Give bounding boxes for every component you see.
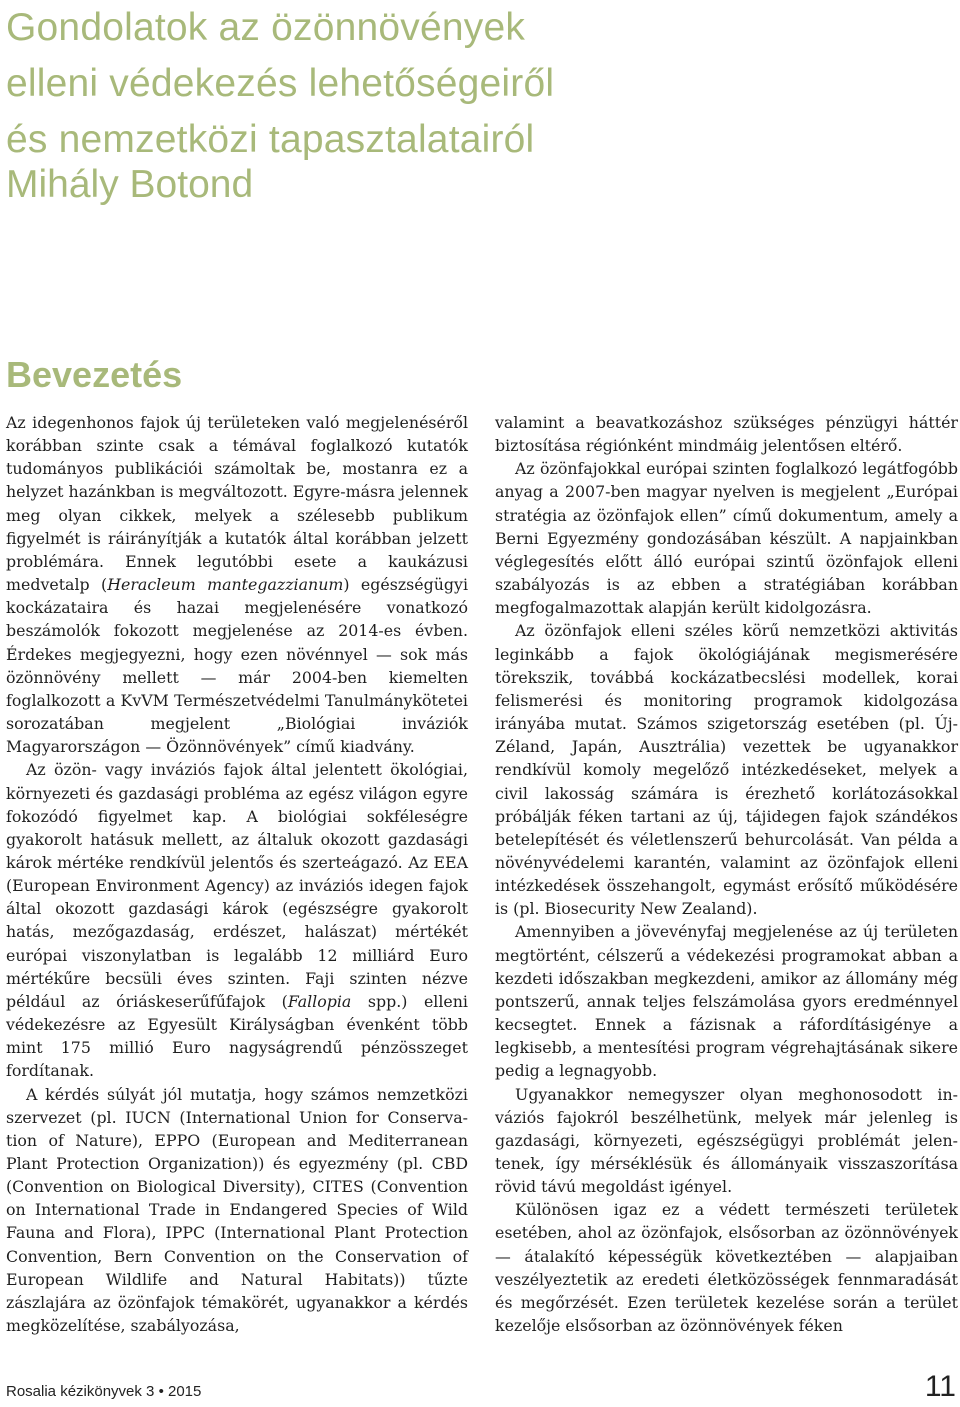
right-paragraph-2: Az özönfajokkal európai szinten foglalkozó legátfogóbb anyag a 2007-ben magyar nyelven is megjelent „Európai stratégia az özönfajok ellen” című dokumentum, amely a Berni Egyezmény gondozásában készült. A napjainkban véglegesítés előtt álló európai szintű özönfajok elleni szabályozás is az ebben a stratégiában korábban megfogalmazottak alapján került kidolgozásra.: [495, 459, 958, 618]
page-number: 11: [924, 1370, 956, 1403]
article-title-line-3: és nemzetközi tapasztalatairól: [6, 118, 535, 161]
article-title-line-1: Gondolatok az özönnövények: [6, 6, 526, 49]
left-paragraph-1: Az idegenhonos fajok új területeken való megjelenéséről korábban szinte csak a témával foglalkozó kutatók tudományos publikációi számoltak be, mostanra ez a helyzet hazánkban is megváltozott. Egyre-másra jelennek meg olyan cikkek, melyek a szélesebb publikum figyelmét is ráirányítják a kutatók által korábban jelzett problémára. Ennek legutóbbi esete a kaukázusi medvetalp (Heracleum mantegazzianum) egészségügyi kockázataira és hazai megjelenésére vonatkozó beszámolók fokozott megjelenése az 2014-es évben. Érdekes megjegyezni, hogy ezen növénnyel — sok más özönnövény mellett — már 2004-ben kiemelten foglalkozott a KvVM Természetvédelmi Tanulmánykötetei sorozatában megjelent „Biológiai inváziók Magyarországon — Özönnövények” című kiadvány.: [6, 413, 469, 757]
left-paragraph-2: Az özön- vagy inváziós fajok által jelentett ökológiai, környezeti és gazdasági probléma az egész világon egyre fokozódó figyelmet kap. A biológiai sokféleségre gyakorolt hatásuk mellett, az általuk okozott gazdasági károk mértéke rendkívül jelentős és szerteágazó. Az EEA (European Environment Agency) az inváziós idegen fajok által okozott gazdasági károk (egészségre gyakorolt hatás, mezőgazdaság, erdészet, halászat) mértékét európai viszonylatban is legalább 12 milliárd Euro mértékűre becsüli éves szinten. Faji szinten nézve például az óriáskeserűfűfajok (Fallopia spp.) elleni védekezésre az Egyesült Királyságban évenként több mint 175 millió Euro nagyságrendű pénzösszeget fordítanak.: [6, 760, 468, 1081]
right-paragraph-4: Amennyiben a jövevényfaj megjelenése az új területen megtörtént, célszerű a védekezési programokat abban a kezdeti időszakban megkezdeni, amikor az állomány még pontszerű, annak teljes felszámolása gyors eredménnyel kecsegtet. Ennek a fázisnak a ráfordításigénye a legkisebb, a mentesítési program végrehajtásának sikere pedig a legnagyobb.: [495, 922, 958, 1081]
left-column: [6, 411, 468, 1337]
right-paragraph-6: Különösen igaz ez a védett természeti területek esetében, ahol az özönfajok, elsősorban az özönnövények — átalakító képességük következtében — alapjaiban veszélyeztetik az eredeti életközösségek fennmaradását és megőrzését. Ezen területek kezelése során a terület kezelője elsősorban az özönnövények féken: [495, 1200, 958, 1336]
right-paragraph-5: Ugyanakkor nemegyszer olyan meghonosodott inváziós fajokról beszélhetünk, melyek már jelenleg is gazdasági, környezeti, egészségügyi problémát jelentenek, így mérséklésük és állományaik visszaszorítása rövid távú megoldást igényel.: [495, 1084, 958, 1197]
right-paragraph-3: Az özönfajok elleni széles körű nemzetközi aktivitás leginkább a fajok ökológiájának megismerésére törekszik, továbbá kockázatbecslési modellek, korai felismerési és monitoring programok kidolgozása irányába mutat. Számos szigetország esetében (pl. Új-Zéland, Japán, Ausztrália) vezettek be ugyanakkor rendkívül komoly megelőző intézkedéseket, melyek a civil lakosság számára is érezhető korlátozásokkal próbálják féken tartani az új, tájidegen fajok szándékos betelepítését és véletlenszerű behurcolását. Van példa a növényvédelemi karantén, valamint az özönfajok elleni intézkedések összehangolt, egymást erősítő működésére is (pl. Biosecurity New Zealand).: [495, 621, 958, 919]
article-title-line-2: elleni védekezés lehetőségeiről: [6, 62, 555, 105]
left-paragraph-3: A kérdés súlyát jól mutatja, hogy számos nemzetközi szervezet (pl. IUCN (International Union for Conservation of Nature), EPPO (European and Mediterranean Plant Protection Organization)) és egyezmény (pl. CBD (Convention on Biological Diversity), CITES (Convention on International Trade in Endangered Species of Wild Fauna and Flora), IPPC (International Plant Protection Convention, Bern Convention on the Conservation of European Wildlife and Natural Habitats)) tűzte zászlajára az özönfajok témakörét, ugyanakkor a kérdés megközelítése, szabályozása,: [6, 1084, 468, 1336]
article-author: Mihály Botond: [6, 163, 254, 206]
right-column: [495, 411, 958, 1337]
right-paragraph-1: valamint a beavatkozáshoz szükséges pénzügyi háttér biztosítása régiónként mindmáig jelentősen eltérő.: [495, 413, 958, 456]
publication-footer: Rosalia kézikönyvek 3 • 2015: [6, 1383, 202, 1400]
article-title: [6, 0, 946, 168]
section-heading: Bevezetés: [6, 354, 183, 395]
